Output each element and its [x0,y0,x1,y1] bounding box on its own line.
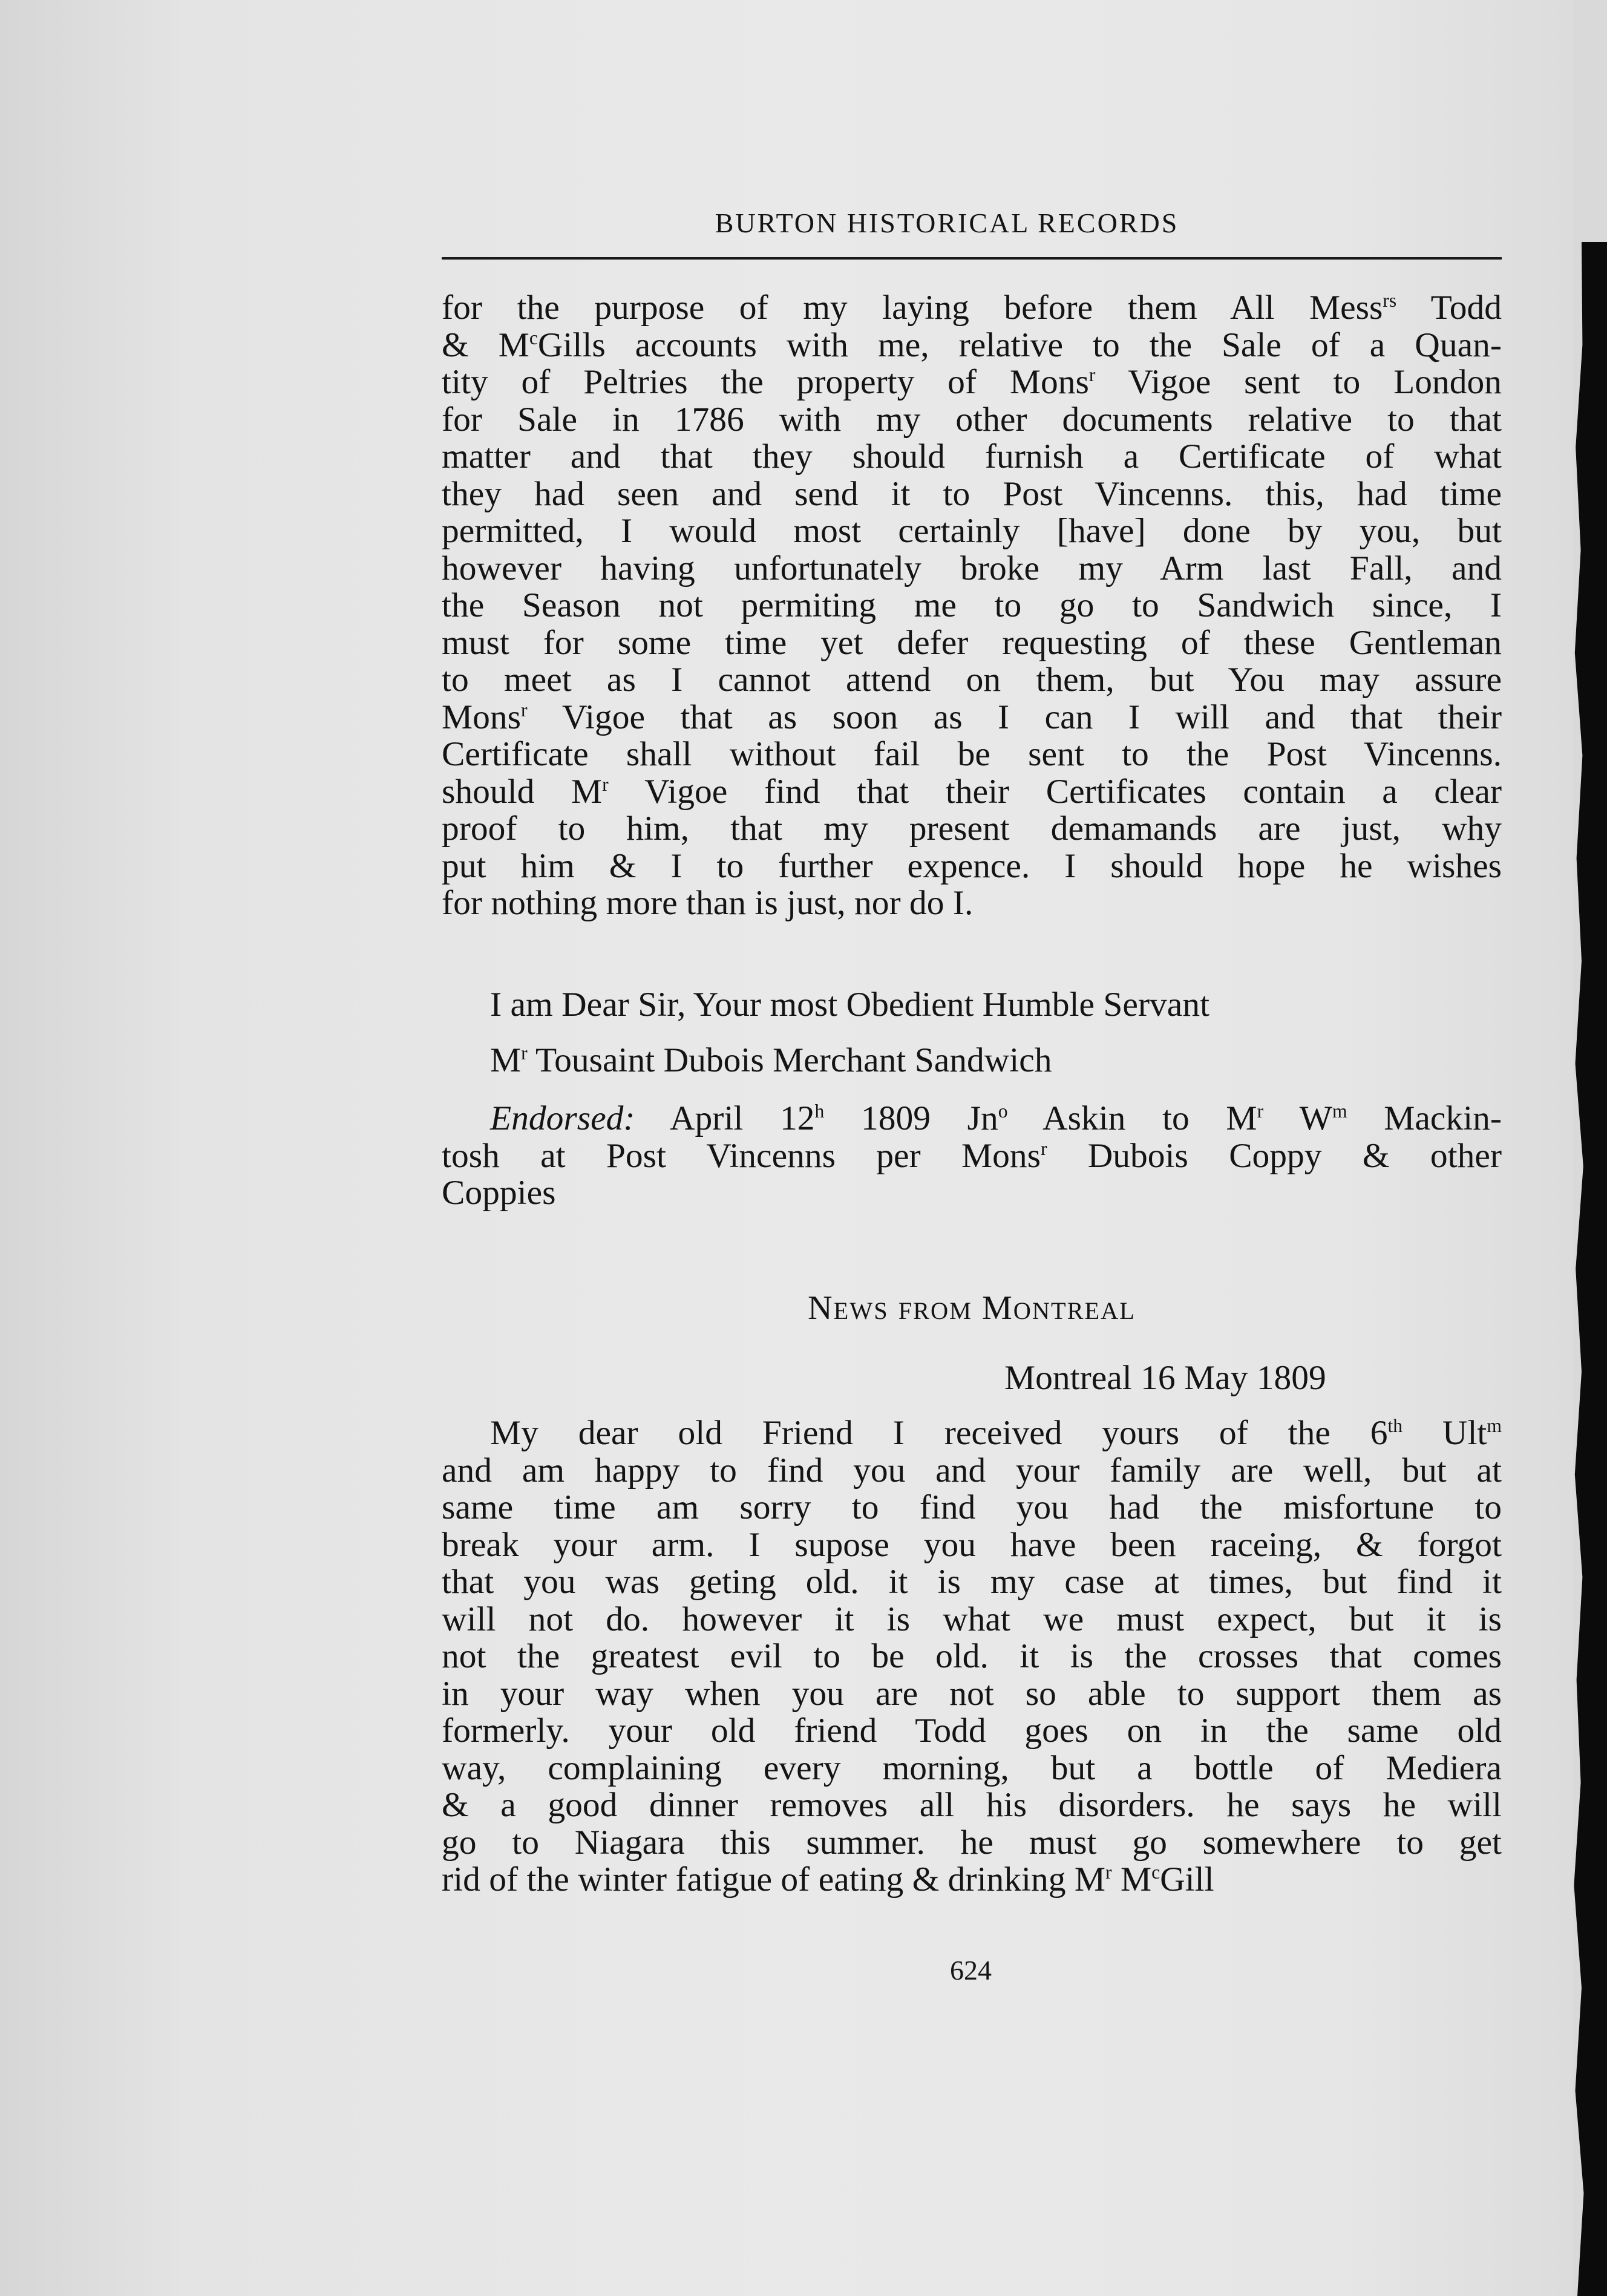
section-title [442,1289,1502,1327]
text-line [442,1601,1502,1638]
endorsement-text: Dubois Coppy & other [1047,1136,1502,1175]
line-text: & M [442,325,529,364]
text-line [442,1675,1502,1713]
line-text: Vigoe find that their Certificates contain a clear [608,772,1502,811]
text-line [442,1526,1502,1564]
section-title-smallcaps: EWS [833,1297,889,1324]
line-text: My dear old Friend I received yours of the 6 [490,1414,1388,1452]
line-text: same time am sorry to find you had the misfortune to [442,1488,1502,1526]
line-text: the Season not permiting me to go to Sandwich since, I [442,586,1502,624]
superscript: r [521,699,528,721]
text-line [442,476,1502,513]
text-line [442,289,1502,327]
superscript: r [1105,1861,1112,1883]
superscript: m [1487,1415,1502,1436]
line-text: Todd [1396,289,1502,327]
superscript: th [1387,1415,1403,1436]
text-line [442,512,1502,550]
line-text: Ult [1402,1414,1487,1452]
address-sup: r [521,1042,528,1064]
superscript: r [602,773,609,795]
text-line [442,624,1502,662]
text-line [442,848,1502,885]
running-head: BURTON HISTORICAL RECORDS [715,208,1179,238]
text-line [442,1861,1502,1899]
line-text: in your way when you are not so able to support them as [442,1674,1502,1713]
line-text: must for some time yet defer requesting of these Gentleman [442,623,1502,662]
line-text: proof to him, that my present demamands are just, why [442,809,1502,848]
line-text: Certificate shall without fail be sent to the Post Vincenns. [442,735,1502,773]
text-line [442,364,1502,401]
address-line [442,1042,1550,1079]
endorsement-line-3: Coppies [442,1174,556,1212]
text-line [442,438,1502,476]
endorsement-text: W [1263,1099,1332,1137]
text-line [442,885,1502,922]
text-line [442,699,1502,736]
line-text: way, complaining every morning, but a bottle of Mediera [442,1748,1502,1787]
line-text: break your arm. I supose you have been raceing, & forgot [442,1525,1502,1564]
endorsement-text: Mackin- [1347,1099,1502,1137]
endorsement-text: Askin to M [1007,1099,1257,1137]
line-text: for Sale in 1786 with my other documents relative to that [442,400,1502,439]
line-text: not the greatest evil to be old. it is the crosses that comes [442,1637,1502,1675]
line-text: for the purpose of my laying before them All Mess [442,289,1383,327]
endorsement-text: tosh at Post Vincenns per Mons [442,1136,1041,1175]
endorsement-sup: o [998,1100,1008,1122]
line-text: will not do. however it is what we must expect, but it is [442,1600,1502,1638]
line-text: Mons [442,698,522,736]
endorsement-sup: m [1332,1100,1347,1122]
line-text: M [1111,1860,1152,1899]
text-line [442,736,1502,773]
dateline: Montreal 16 May 1809 [1004,1359,1326,1397]
endorsement-sup: r [1257,1100,1264,1122]
text-line [442,1452,1502,1490]
superscript: c [529,327,538,348]
section-title-cap: N [808,1289,834,1327]
superscript: rs [1383,289,1397,311]
address-post: Tousaint Dubois Merchant Sandwich [527,1041,1052,1079]
page-number: 624 [950,1955,992,1986]
line-text: Gill [1160,1860,1214,1899]
text-line [442,1750,1502,1787]
line-text: and am happy to find you and your family are well, but at [442,1451,1502,1490]
line-text: tity of Peltries the property of Mons [442,363,1089,401]
endorsement-line-2 [442,1137,1502,1175]
text-line [442,810,1502,848]
endorsement [442,1100,1502,1212]
line-text: should M [442,772,603,811]
letter-two-body [442,1415,1502,1899]
address-pre: M [490,1041,522,1079]
endorsement-text: 1809 Jn [824,1099,998,1137]
line-text: formerly. your old friend Todd goes on in the same old [442,1712,1502,1750]
endorsement-label: Endorsed: [490,1099,635,1137]
line-text: matter and that they should furnish a Certificate of what [442,437,1502,476]
text-line [442,773,1502,811]
line-text: they had seen and send it to Post Vincenns. this, had time [442,474,1502,513]
line-text: for nothing more than is just, nor do I. [442,884,974,922]
line-text: put him & I to further expence. I should hope he wishes [442,846,1502,885]
text-line [442,550,1502,587]
line-text: Vigoe that as soon as I can I will and that their [527,698,1502,736]
section-title-smallcaps: ONTREAL [1013,1297,1136,1324]
line-text: to meet as I cannot attend on them, but You may assure [442,661,1502,699]
text-line [442,1489,1502,1526]
text-line [442,1712,1502,1750]
line-text: Gills accounts with me, relative to the Sale of a Quan- [537,325,1502,364]
text-line [442,661,1502,699]
endorsement-sup: r [1040,1137,1047,1159]
text-line [442,401,1502,439]
closing-line: I am Dear Sir, Your most Obedient Humble Servant [490,986,1210,1024]
text-line [442,1638,1502,1675]
line-text: & a good dinner removes all his disorders. he says he will [442,1786,1502,1824]
line-text: rid of the winter fatigue of eating & drinking M [442,1860,1106,1899]
text-line [442,1415,1502,1452]
line-text: permitted, I would most certainly [have] done by you, but [442,512,1502,550]
superscript: r [1088,364,1096,385]
endorsement-sup: h [814,1100,825,1122]
text-line [442,1787,1502,1824]
line-text: however having unfortunately broke my Arm last Fall, and [442,549,1502,587]
section-title-cap: M [981,1289,1013,1327]
line-text: go to Niagara this summer. he must go somewhere to get [442,1823,1502,1862]
text-line [442,1824,1502,1862]
endorsement-line-1 [442,1100,1502,1137]
text-line [442,1563,1502,1601]
text-line [442,327,1502,364]
section-title-smallcaps: FROM [898,1297,972,1324]
line-text: Vigoe sent to London [1095,363,1502,401]
letter-one-body [442,289,1502,922]
superscript: c [1151,1861,1160,1883]
text-line [442,587,1502,624]
header-rule [442,257,1502,260]
endorsement-text: April 12 [635,1099,815,1137]
line-text: that you was geting old. it is my case at times, but find it [442,1563,1502,1601]
